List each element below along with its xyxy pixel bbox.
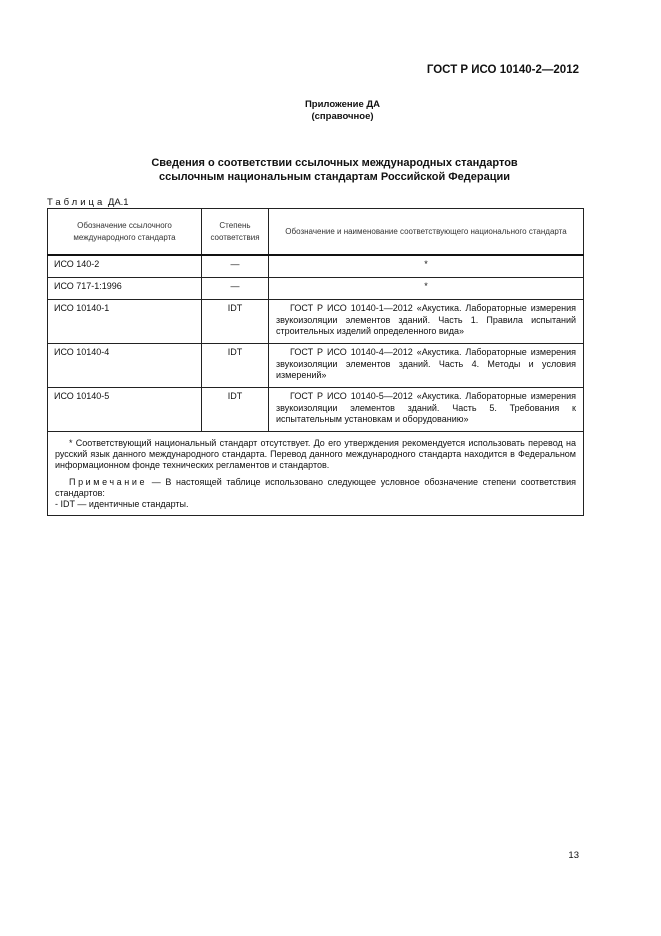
degree-cell: IDT xyxy=(202,344,269,388)
table-footer-row xyxy=(48,432,584,516)
note-item: - IDT — идентичные стандарты. xyxy=(55,499,189,509)
table-row xyxy=(48,388,584,432)
table-caption-id: ДА.1 xyxy=(107,197,129,208)
national-cell xyxy=(269,344,584,388)
table-row xyxy=(48,344,584,388)
footnote-text: * Соответствующий национальный стандарт отсутствует. До его утверждения рекомендуется использовать перевод на русский язык данного международного стандарта. Перевод данного международного стандарта находится в Федеральном информационном фонде технических регламентов и стандартов. xyxy=(55,438,576,470)
column-header-national: Обозначение и наименование соответствующего национального стандарта xyxy=(269,209,584,256)
degree-cell: IDT xyxy=(202,300,269,344)
page-number: 13 xyxy=(568,850,579,861)
note-label: Примечание xyxy=(69,477,148,487)
national-cell xyxy=(269,388,584,432)
document-header: ГОСТ Р ИСО 10140-2—2012 xyxy=(426,64,579,76)
correspondence-table xyxy=(47,208,584,516)
footnote xyxy=(55,438,576,471)
table-row xyxy=(48,300,584,344)
reference-cell: ИСО 717-1:1996 xyxy=(48,278,202,300)
table-caption xyxy=(47,197,129,208)
table-row xyxy=(48,278,584,300)
degree-cell: — xyxy=(202,278,269,300)
column-header-reference: Обозначение ссылочного международного стандарта xyxy=(48,209,202,256)
note xyxy=(55,477,576,510)
national-cell xyxy=(269,300,584,344)
reference-cell: ИСО 10140-4 xyxy=(48,344,202,388)
section-title xyxy=(0,156,661,184)
national-standard-text: ГОСТ Р ИСО 10140-4—2012 «Акустика. Лабораторные измерения звукоизоляции элементов зданий. Часть 4. Методы и условия измерений» xyxy=(276,347,576,380)
section-title-line-2: ссылочным национальным стандартам Российской Федерации xyxy=(158,171,511,183)
reference-cell: ИСО 10140-1 xyxy=(48,300,202,344)
annex-heading xyxy=(0,99,661,123)
reference-cell: ИСО 10140-5 xyxy=(48,388,202,432)
table-header-row xyxy=(48,209,584,256)
table-row xyxy=(48,255,584,278)
table-footer xyxy=(48,432,584,516)
note-text: — В настоящей таблице использовано следующее условное обозначение степени соответствия стандартов: xyxy=(55,477,576,498)
national-cell: * xyxy=(269,255,584,278)
section-title-line-1: Сведения о соответствии ссылочных международных стандартов xyxy=(151,157,518,169)
column-header-degree: Степень соответствия xyxy=(202,209,269,256)
national-standard-text: ГОСТ Р ИСО 10140-1—2012 «Акустика. Лабораторные измерения звукоизоляции элементов зданий. Часть 1. Правила испытаний строительных изделий определенного вида» xyxy=(276,303,576,336)
national-standard-text: ГОСТ Р ИСО 10140-5—2012 «Акустика. Лабораторные измерения звукоизоляции элементов зданий. Часть 5. Требования к испытательным установкам и оборудованию» xyxy=(276,391,576,424)
annex-title: Приложение ДА xyxy=(304,99,381,110)
table-caption-word: Таблица xyxy=(47,197,106,208)
reference-cell: ИСО 140-2 xyxy=(48,255,202,278)
annex-subtitle: (справочное) xyxy=(311,111,374,122)
degree-cell: IDT xyxy=(202,388,269,432)
national-cell: * xyxy=(269,278,584,300)
degree-cell: — xyxy=(202,255,269,278)
